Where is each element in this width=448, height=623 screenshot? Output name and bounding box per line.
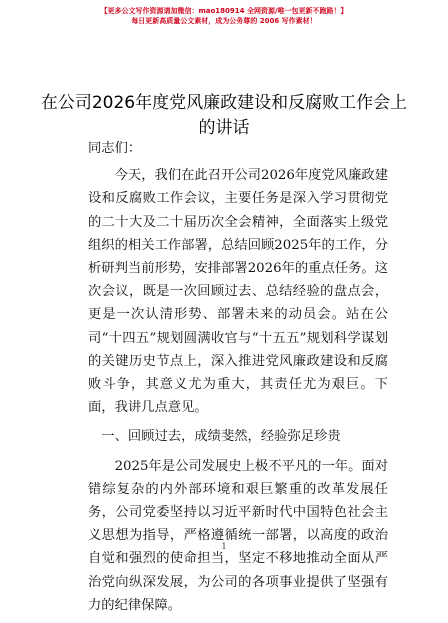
- body-paragraph-1: 今天，我们在此召开公司2026年度党风廉政建设和反腐败工作会议，主要任务是深入学习贯彻党的二十大及二十届历次全会精神，全面落实上级党组织的相关工作部署，总结回顾2025年的工作，分析研判当前形势，安排部署2026年的重点任务。这次会议，既是一次回顾过去、总结经验的盘点会，更是一次认清形势、部署未来的动员会。站在公司“十四五”规划圆满收官与“十五五”规划科学谋划的关键历史节点上，深入推进党风廉政建设和反腐败斗争，其意义尤为重大，其责任尤为艰巨。下面，我讲几点意见。: [88, 168, 388, 416]
- document-title: 在公司2026年度党风廉政建设和反腐败工作会上的讲话: [40, 93, 408, 139]
- page-number: 1: [221, 542, 227, 551]
- banner-promo-line: 【更多公文写作资源请加微信：mao180914 全网资源/唯一包更新不跑路！】: [100, 7, 348, 15]
- section-heading-1: 一、回顾过去，成绩斐然，经验弥足珍贵: [101, 429, 341, 445]
- header-banner: [0, 6, 448, 26]
- salutation: 同志们：: [88, 141, 142, 156]
- banner-subtitle-line: 每日更新高质量公文素材，成为公务尊的 2006 写作素材！: [131, 17, 317, 25]
- body-paragraph-2: 2025年是公司发展史上极不平凡的一年。面对错综复杂的内外部环境和艰巨繁重的改革发展任务，公司党委坚持以习近平新时代中国特色社会主义思想为指导，严格遵循统一部署，以高度的政治自觉和强烈的使命担当，坚定不移地推动全面从严治党向纵深发展，为公司的各项事业提供了坚强有力的纪律保障。: [88, 458, 388, 613]
